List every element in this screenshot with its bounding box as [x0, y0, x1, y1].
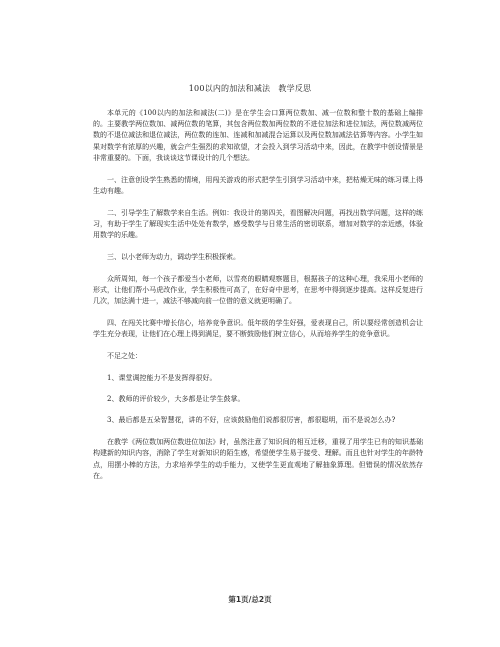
paragraph-shortcomings-heading: 不足之处： [107, 351, 142, 360]
paragraph-closing: 在教学《两位数加两位数进位加法》时，虽然注意了知识间的相互迁移，重视了用学生已有的知识基础构建新的知识内容，消除了学生对新知识的陌生感，希望使学生易于接受、理解。而且也针对学生的年龄特点，用摆小棒的方法，力求培养学生的动手能力，又使学生更直观地了解抽象算理。但错误的情况依然存在。 [93, 438, 423, 480]
page-number: 第1页/总2页 [228, 595, 272, 604]
paragraph-point-3: 三、以小老师为动力，调动学生积极探索。 [107, 252, 240, 261]
document-title: 100以内的加法和减法 教学反思 [188, 84, 312, 93]
paragraph-shortcoming-1: 1、课堂调控能力不是发挥得很好。 [107, 373, 217, 382]
paragraph-point-4: 四、在闯关比赛中增长信心，培养竞争意识。低年级的学生好强，爱表现自己，所以要经常创造机会让学生充分表现，让他们在心理上得到满足，要不断鼓励他们树立信心，从而培养学生的竞争意识。 [93, 318, 423, 339]
paragraph-point-3-detail: 众所周知，每一个孩子都爱当小老师，以雪亮的眼睛观察题目，根据孩子的这种心理，我采用小老师的形式，让他们帮小马虎改作业，学生积极性可高了，在好奇中思考，在思考中得到逐步提高。这样反复进行几次，加法满十进一，减法不够减向前一位借的意义就更明确了。 [93, 274, 423, 306]
paragraph-shortcoming-3: 3、最后都是五朵智慧花，讲的不好，应该鼓励他们说都很厉害，都很聪明，而不是说怎么办? [107, 416, 396, 425]
paragraph-point-1: 一、注意创设学生熟悉的情境，用闯关游戏的形式把学生引到学习活动中来，把枯燥无味的练习课上得生动有趣。 [93, 175, 423, 195]
paragraph-intro: 本单元的《100以内的加法和减法(二)》是在学生会口算两位数加、减一位数和整十数的基础上编排的。主要教学两位数加、减两位数的笔算，其包含两位数加两位数的不进位加法和进位加法，两位数减两位数的不退位减法和退位减法，两位数的连加、连减和加减混合运算以及两位数加减法估算等内容。小学生如果对数学有浓厚的兴趣，就会产生强烈的求知欲望，才会投入到学习活动中来，因此，在教学中创设情景是非常重要的。下面，我谈谈这节课设计的几个想法。 [93, 109, 423, 162]
document-body [93, 108, 423, 493]
paragraph-shortcoming-2: 2、教师的评价较少，大多都是让学生鼓掌。 [107, 395, 245, 403]
paragraph-point-2: 二、引导学生了解数学来自生活。例如：我设计的第四关，看图解决问题，再找出数学问题，这样的练习，有助于学生了解现实生活中处处有数学，感受数学与日常生活的密切联系，增加对数学的亲近感，体验用数学的乐趣。 [93, 208, 423, 240]
